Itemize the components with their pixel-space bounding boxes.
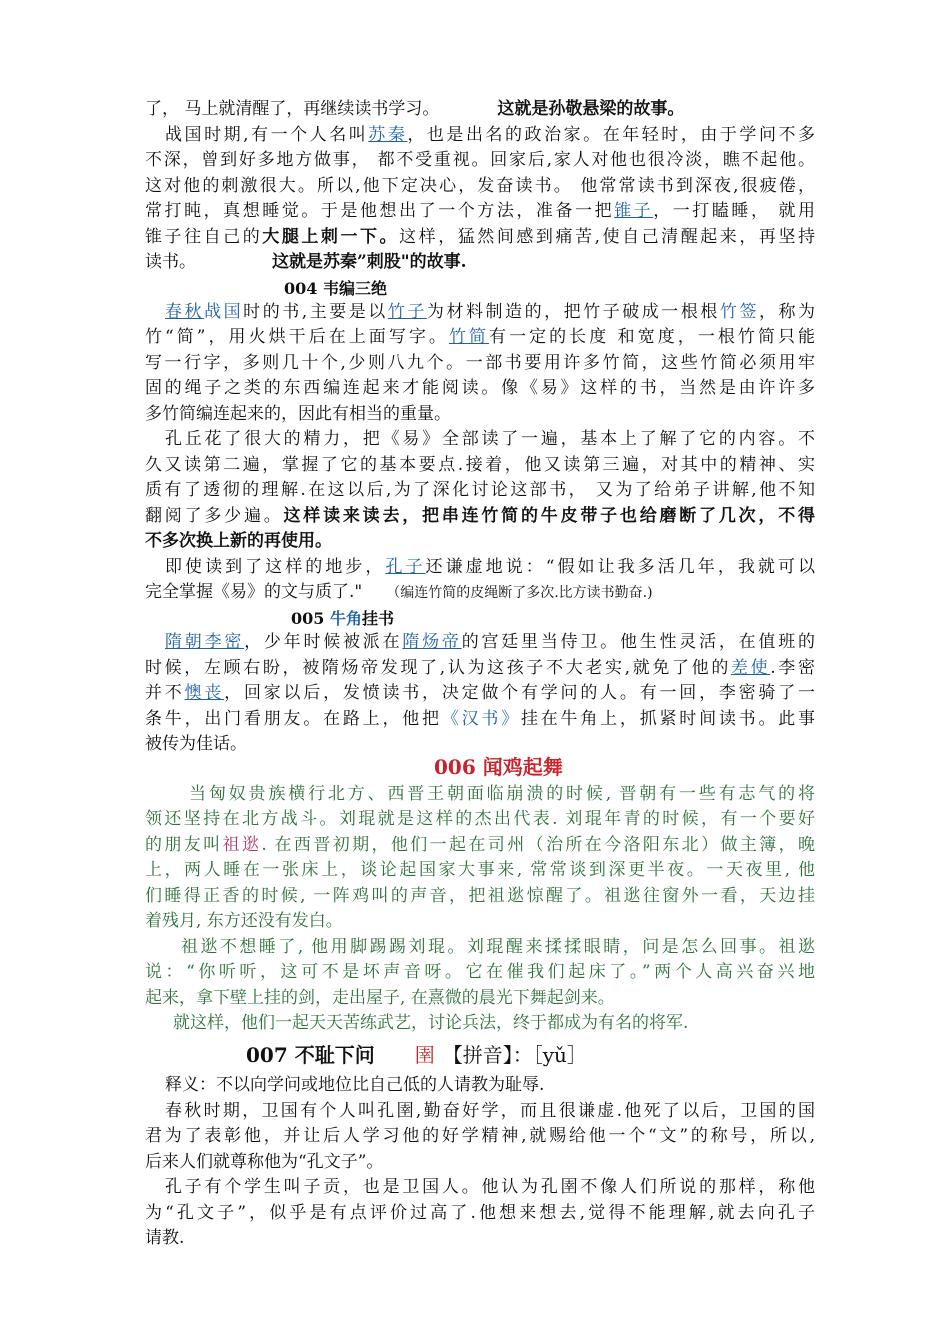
text-line: 多竹简编连起来的，因此有相当的重量。	[145, 404, 451, 424]
text-line: 条牛，出门看朋友。在路上，他把《汉书》挂在牛角上，抓紧时间读书。此事	[145, 709, 816, 729]
text-line: 读书。 这就是苏秦”刺股"的故事.	[145, 252, 467, 272]
text-line: 就这样，他们一起天天苦练武艺，讨论兵法，终于都成为有名的将军.	[173, 1013, 689, 1033]
section-heading-005: 005 牛角挂书	[291, 609, 394, 628]
char-yu: 圉	[414, 1043, 435, 1067]
link-limi[interactable]: 李密	[204, 632, 245, 652]
section-heading-004: 004 韦编三绝	[284, 279, 387, 298]
text-line: 们睡得正香的时候, 一阵鸡叫的声音，把祖逖惊醒了。祖逖往窗外一看，天边挂	[145, 886, 815, 906]
text-line: 起来，拿下壁上挂的剑，走出屋子, 在熹微的晨光下舞起剑来。	[145, 988, 615, 1008]
text-line: 隋朝李密，少年时候被派在隋炀帝的宫廷里当侍卫。他生性灵活，在值班的	[165, 632, 815, 652]
text-line: 孔子有个学生叫子贡，也是卫国人。他认为孔圉不像人们所说的那样，称他	[165, 1177, 815, 1197]
text-line: 着残月, 东方还没有发白。	[145, 911, 343, 931]
text-line: 说：“你听听，这可不是坏声音呀。它在催我们起床了。”两个人高兴奋兴地	[145, 962, 815, 982]
text-line: 这对他的刺激很大。所以,他下定决心，发奋读书。 他常常读书到深夜,很疲倦，	[145, 176, 815, 196]
link-hanshu[interactable]: 《汉书》	[441, 709, 521, 729]
text-line: 锥子往自己的大腿上刺一下。这样，猛然间感到痛苦,使自己清醒起来，再坚持	[145, 227, 815, 247]
text-line: 质有了透彻的理解.在这以后,为了深化讨论这部书， 又为了给弟子讲解,他不知	[145, 480, 815, 500]
link-chaishi[interactable]: 差使	[730, 658, 771, 678]
text-line: 的朋友叫祖逖. 在西晋初期，他们一起在司州（治所在今洛阳东北）做主簿，晚	[145, 835, 816, 855]
bold-text: 这就是孙敬悬梁的故事。	[497, 99, 685, 119]
text-line: 翻阅了多少遍。这样读来读去，把串连竹简的牛皮带子也给磨断了几次，不得	[145, 506, 815, 526]
bold-text: 这就是苏秦”刺股"的故事.	[272, 252, 467, 272]
text-line: 春秋战国时的书,主要是以竹子为材料制造的，把竹子破成一根根竹签，称为	[165, 302, 816, 322]
text-line: 时候，左顾右盼，被隋炀帝发现了,认为这孩子不大老实,就免了他的差使.李密	[145, 658, 816, 678]
text-line: 久又读第二遍，掌握了它的基本要点.接着，他又读第三遍，对其中的精神、实	[145, 455, 815, 475]
section-heading-007: 007 不耻下问 圉 【拼音】：［yǔ］	[246, 1043, 587, 1067]
link-kongzi[interactable]: 孔子	[385, 557, 426, 577]
text-run: 了， 马上就清醒了，再继续读书学习。	[145, 99, 440, 119]
text-line: 被传为佳话。	[145, 734, 247, 754]
link-zhuzi[interactable]: 竹子	[387, 302, 427, 322]
link-zhujian[interactable]: 竹简	[448, 327, 490, 347]
text-line: 不多次换上新的再使用。	[145, 531, 332, 551]
link-aosang[interactable]: 懊丧	[184, 683, 225, 703]
text-line: 孔丘花了很大的精力，把《易》全部读了一遍，基本上了解了它的内容。不	[165, 429, 815, 449]
text-line: 君为了表彰他，并让后人学习他的好学精神,就赐给他一个“文”的称号，所以,	[145, 1126, 815, 1146]
link-suiyangdi[interactable]: 隋炀帝	[402, 632, 462, 652]
link-zhanguo[interactable]: 战国	[204, 302, 244, 322]
text-line: 写一行字，多则几十个,少则八九个。一部书要用许多竹简，这些竹简必须用牢	[145, 353, 815, 373]
link-zhuqian[interactable]: 竹签	[719, 302, 759, 322]
text-line: 不深，曾到好多地方做事， 都不受重视。回家后,家人对他也很冷淡，瞧不起他。	[145, 150, 815, 170]
text-line: 春秋时期，卫国有个人叫孔圉,勤奋好学，而且很谦虚.他死了以后，卫国的国	[165, 1101, 815, 1121]
section-heading-006: 006 闻鸡起舞	[434, 755, 563, 779]
text-line: 领还坚持在北方战斗。刘琨就是这样的杰出代表. 刘琨年青的时候，有一个要好	[145, 809, 815, 829]
pinyin-label: 【拼音】：［yǔ］	[442, 1043, 587, 1067]
text-line: 为“孔文子”，似乎是有点评价过高了.他想来想去,觉得不能理解,就去向孔子	[145, 1203, 815, 1223]
text-line: 祖逖不想睡了, 他用脚踢踢刘琨。刘琨醒来揉揉眼睛，问是怎么回事。祖逖	[181, 937, 815, 957]
link-suichao[interactable]: 隋朝	[165, 632, 205, 652]
name-zuti: 祖逖	[222, 835, 262, 855]
text-line: 释义：不以向学问或地位比自己低的人请教为耻辱.	[165, 1075, 545, 1095]
text-line: 固的绳子之类的东西编连起来才能阅读。像《易》这样的书，当然是由许许多	[145, 378, 815, 398]
text-line	[145, 97, 815, 122]
text-line: 战国时期,有一个人名叫苏秦，也是出名的政治家。在年轻时，由于学问不多	[165, 125, 816, 145]
link-suqin[interactable]: 苏秦	[368, 125, 408, 145]
text-line: 后来人们就尊称他为“孔文子”。	[145, 1152, 384, 1172]
text-line: 即使读到了这样的地步，孔子还谦虚地说：“假如让我多活几年，我就可以	[165, 557, 816, 577]
annotation: （编连竹简的皮绳断了多次.比方读书勤奋.)	[386, 585, 653, 601]
link-chunqiu[interactable]: 春秋	[165, 302, 205, 322]
text-line: 完全掌握《易》的文与质了." （编连竹简的皮绳断了多次.比方读书勤奋.)	[145, 582, 653, 602]
bold-text: 大腿上刺一下。	[262, 227, 400, 247]
text-line: 请教.	[145, 1228, 185, 1248]
text-line: 常打盹，真想睡觉。于是他想出了一个方法，准备一把锥子，一打瞌睡， 就用	[145, 201, 815, 221]
bold-text: 这样读来读去，把串连竹简的牛皮带子也给磨断了几次，不得	[283, 506, 815, 526]
link-zhuizi[interactable]: 锥子	[614, 201, 654, 221]
text-line: 竹“简”，用火烘干后在上面写字。竹简有一定的长度 和宽度，一根竹简只能	[145, 327, 816, 347]
text-line: 当匈奴贵族横行北方、西晋王朝面临崩溃的时候, 晋朝有一些有志气的将	[189, 784, 815, 804]
text-line: 上，两人睡在一张床上，谈论起国家大事来, 常常谈到深更半夜。一天夜里, 他	[145, 860, 815, 880]
text-line: 并不懊丧，回家以后，发愤读书，决定做个有学问的人。有一回，李密骑了一	[145, 683, 816, 703]
